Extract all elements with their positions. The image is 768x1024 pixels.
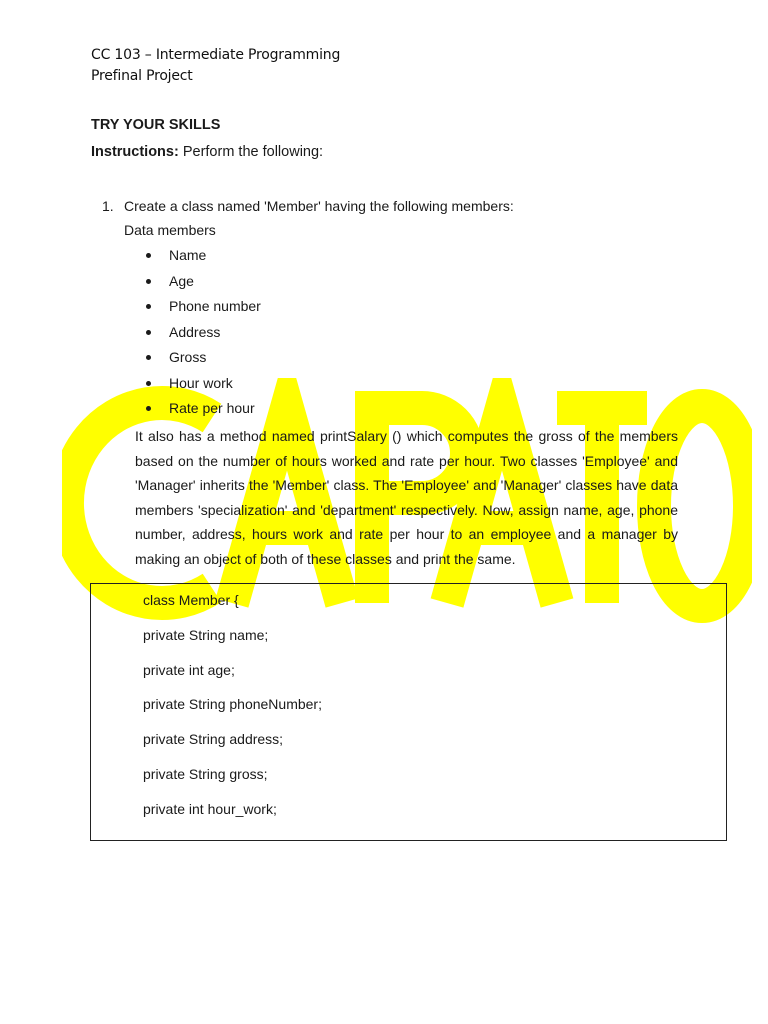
instructions-label: Instructions: — [91, 144, 179, 160]
bullet-icon — [146, 355, 151, 360]
code-line: private int age; — [143, 661, 235, 678]
code-line: private String name; — [143, 626, 269, 643]
code-box — [90, 583, 727, 841]
bullet-icon — [146, 253, 151, 258]
description-paragraph: It also has a method named printSalary () which computes the gross of the members based on the number of hours worked and rate per hour. Two classes 'Employee' and 'Manager' inherits the 'Member' class. The 'Employee' and 'Manager' classes have data members 'specialization' and 'department' respectively. Now, assign name, age, phone number, address, hours work and rate per hour to an employee and a manager by making an object of both of these classes and print the same. — [135, 428, 678, 567]
code-line: private int hour_work; — [143, 800, 277, 817]
instructions-text: Perform the following: — [178, 144, 324, 160]
member-name: Hour work — [169, 374, 233, 391]
list-item-number: 1. — [102, 198, 114, 214]
list-item — [146, 375, 261, 401]
code-lines — [143, 592, 322, 836]
member-name: Gross — [169, 349, 207, 365]
member-name: Age — [169, 272, 194, 289]
code-line: class Member { — [143, 592, 239, 608]
list-item — [146, 400, 261, 426]
member-name: Rate per hour — [169, 400, 255, 416]
code-line: private String gross; — [143, 765, 268, 782]
section-heading: TRY YOUR SKILLS — [91, 117, 221, 133]
bullet-icon — [146, 330, 151, 335]
bullet-icon — [146, 406, 151, 411]
list-item-text: Create a class named 'Member' having the following members: — [124, 198, 514, 214]
code-line: private String phoneNumber; — [143, 696, 322, 713]
member-name: Phone number — [169, 298, 261, 314]
data-members-label: Data members — [124, 222, 216, 238]
course-title: CC 103 – Intermediate Programming — [91, 47, 341, 63]
project-title: Prefinal Project — [91, 68, 193, 84]
list-item — [146, 324, 261, 350]
bullet-icon — [146, 279, 151, 284]
list-item — [146, 273, 261, 299]
bullet-icon — [146, 381, 151, 386]
data-members-list — [146, 247, 261, 426]
member-name: Name — [169, 247, 207, 263]
list-item — [146, 298, 261, 324]
list-item — [146, 349, 261, 375]
bullet-icon — [146, 304, 151, 309]
code-line: private String address; — [143, 731, 284, 748]
member-name: Address — [169, 323, 221, 340]
instructions-line — [91, 144, 323, 160]
list-item — [146, 247, 261, 273]
